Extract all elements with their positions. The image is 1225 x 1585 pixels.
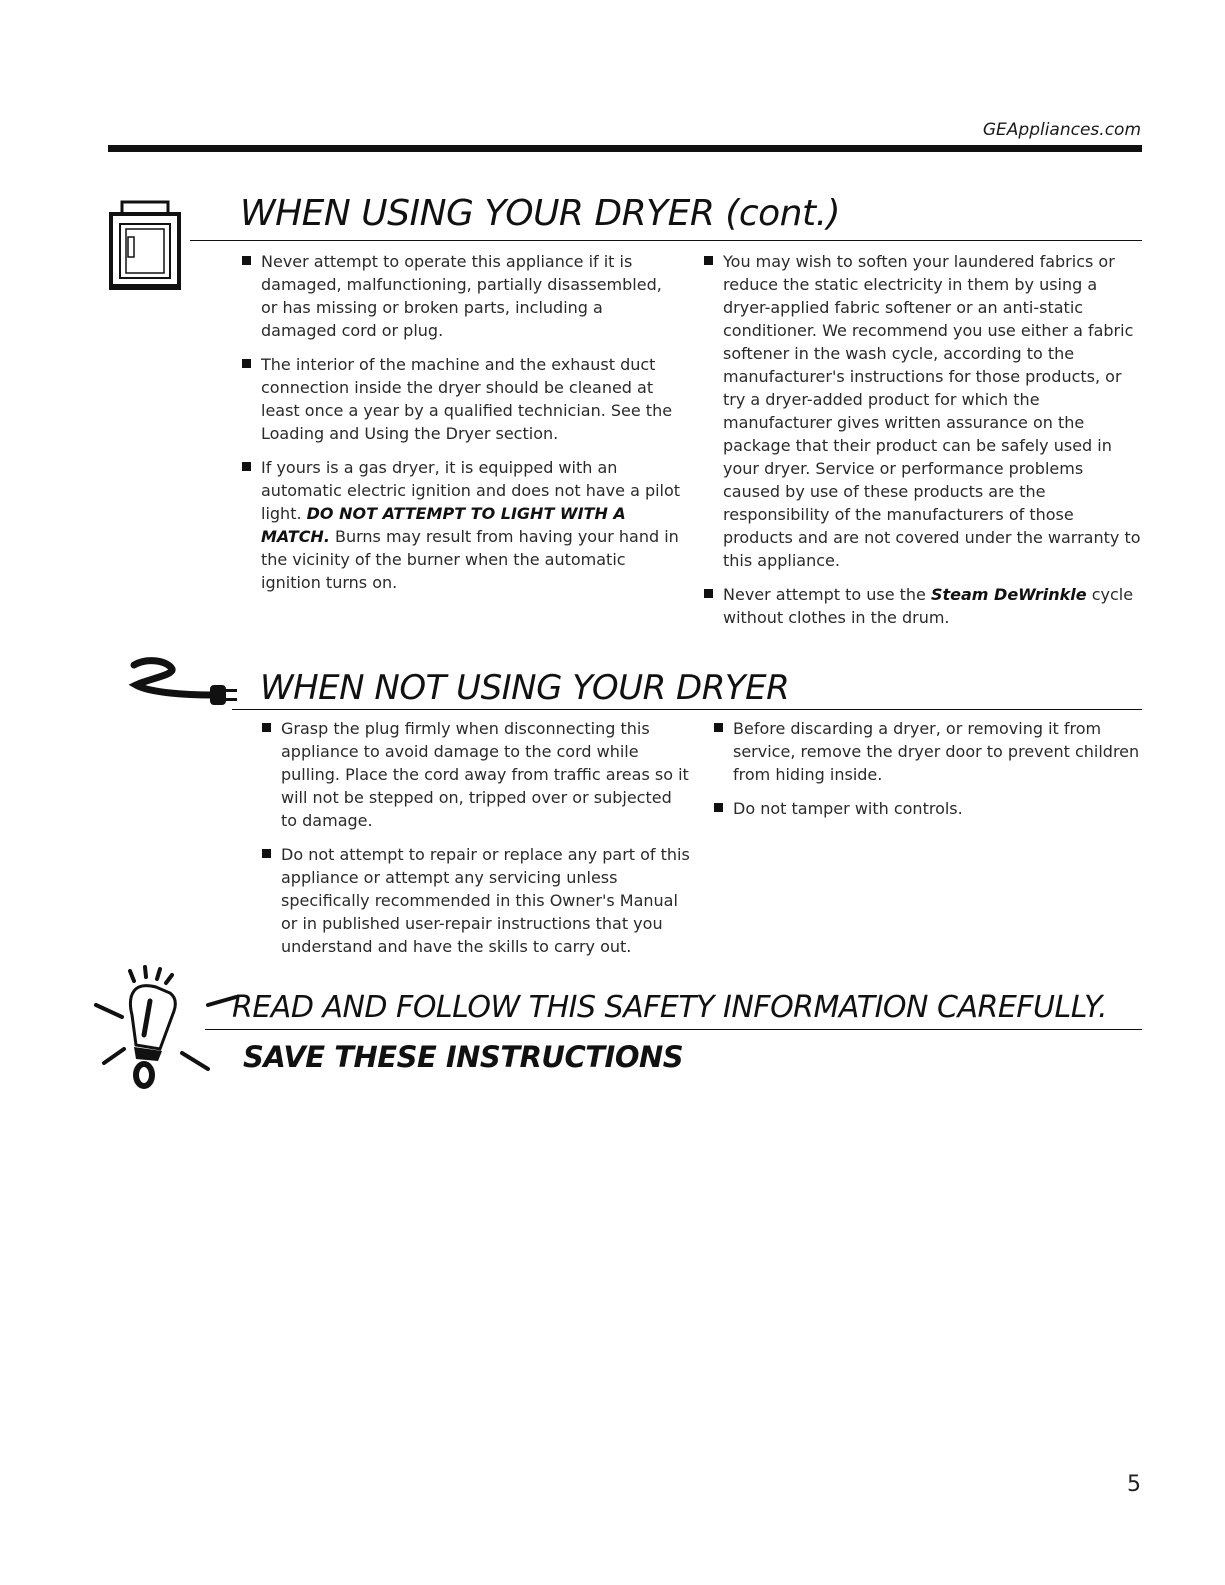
bullet-icon (704, 589, 713, 598)
bullet-icon (242, 359, 251, 368)
list-item: Grasp the plug firmly when disconnecting this appliance to avoid damage to the cord while pulling. Place the cord away from traffic areas so it will not be stepped on, tripped over or subjected to damage. (262, 717, 690, 832)
bullet-icon (714, 723, 723, 732)
list-item: Before discarding a dryer, or removing it from service, remove the dryer door to prevent children from hiding inside. (714, 717, 1142, 786)
site-url: GEAppliances.com (982, 120, 1141, 140)
dryer-icon (108, 200, 182, 298)
not-using-right-list (714, 717, 1142, 831)
bullet-icon (704, 256, 713, 265)
power-plug-icon (128, 655, 240, 719)
bullet-icon (262, 849, 271, 858)
bullet-icon (714, 803, 723, 812)
not-using-left-list (262, 717, 690, 969)
list-item: Never attempt to use the Steam DeWrinkle cycle without clothes in the drum. (704, 583, 1144, 629)
list-item: If yours is a gas dryer, it is equipped with an automatic electric ignition and does not have a pilot light. DO NOT ATTEMPT TO LIGHT WITH A MATCH. Burns may result from having your hand in the vicinity of the burner when the automatic ignition turns on. (242, 456, 682, 594)
bullet-icon (242, 256, 251, 265)
section-title-not-using: WHEN NOT USING YOUR DRYER (260, 668, 790, 708)
warning-emphasis: DO NOT ATTEMPT TO LIGHT WITH A MATCH. (261, 504, 626, 546)
section-rule-using (190, 240, 1142, 241)
warning-lightbulb-icon (90, 965, 240, 1109)
safety-rule (205, 1029, 1142, 1030)
bullet-icon (242, 462, 251, 471)
cycle-name: Steam DeWrinkle (930, 585, 1087, 604)
list-item: The interior of the machine and the exhaust duct connection inside the dryer should be cleaned at least once a year by a qualified technician. See the Loading and Using the Dryer section. (242, 353, 682, 445)
list-item: Never attempt to operate this appliance if it is damaged, malfunctioning, partially disassembled, or has missing or broken parts, including a damaged cord or plug. (242, 250, 682, 342)
save-instructions-title: SAVE THESE INSTRUCTIONS (243, 1040, 684, 1074)
list-item: You may wish to soften your laundered fabrics or reduce the static electricity in them by using a dryer-applied fabric softener or an anti-static conditioner. We recommend you use either a fabric softener in the wash cycle, according to the manufacturer's instructions for those products, or try a dryer-added product for which the manufacturer gives written assurance on the package that their product can be safely used in your dryer. Service or performance problems caused by use of these products are the responsibility of the manufacturers of those products and are not covered under the warranty to this appliance. (704, 250, 1144, 572)
using-right-list (704, 250, 1144, 640)
header-rule (108, 145, 1142, 152)
bullet-icon (262, 723, 271, 732)
using-left-list (242, 250, 682, 605)
section-title-using: WHEN USING YOUR DRYER (cont.) (240, 193, 841, 234)
list-item: Do not attempt to repair or replace any part of this appliance or attempt any servicing unless specifically recommended in this Owner's Manual or in published user-repair instructions that you understand and have the skills to carry out. (262, 843, 690, 958)
page-number: 5 (1127, 1472, 1141, 1497)
section-rule-not-using (232, 709, 1142, 710)
safety-read-title: READ AND FOLLOW THIS SAFETY INFORMATION CAREFULLY. (232, 990, 1108, 1025)
list-item: Do not tamper with controls. (714, 797, 1142, 820)
